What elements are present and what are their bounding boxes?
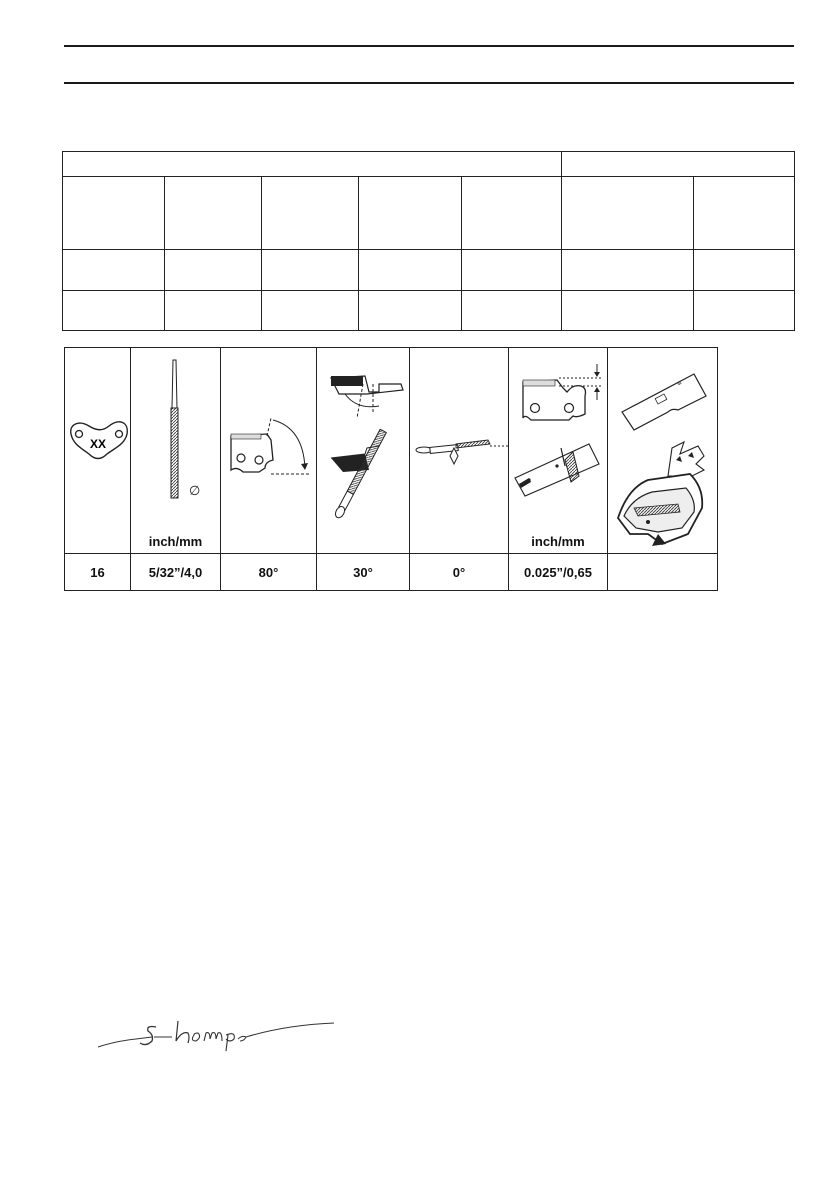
spec-row <box>63 291 795 331</box>
values-row <box>65 554 718 591</box>
value-drive-links: 16 <box>65 554 131 591</box>
spec-cell <box>63 291 165 331</box>
specification-table <box>62 151 795 331</box>
spec-header-row <box>63 152 795 177</box>
value-depth-gauge: 0.025”/0,65 <box>509 554 608 591</box>
drive-link-cell <box>65 348 131 554</box>
spec-column-header <box>63 177 165 250</box>
spec-cell <box>694 291 795 331</box>
spec-cell <box>359 291 462 331</box>
value-top-plate-angle: 80° <box>221 554 317 591</box>
file-unit-label: inch/mm <box>148 534 203 549</box>
spec-cell <box>694 250 795 291</box>
spec-header-cell <box>562 152 795 177</box>
spec-cell <box>165 291 262 331</box>
drive-link-icon <box>65 348 131 553</box>
spec-cell <box>562 291 694 331</box>
spec-column-header <box>694 177 795 250</box>
diameter-symbol: ∅ <box>189 484 201 499</box>
illustration-row <box>65 348 718 554</box>
value-sharpening-angle: 30° <box>317 554 410 591</box>
spec-cell <box>165 250 262 291</box>
spec-cell <box>262 250 359 291</box>
spec-column-header <box>262 177 359 250</box>
filing-gauge-icon <box>608 348 718 553</box>
spec-cell <box>462 291 562 331</box>
header-rule-bottom <box>64 82 794 84</box>
signature <box>96 1017 346 1057</box>
spec-cell <box>262 291 359 331</box>
value-file-diameter: 5/32”/4,0 <box>131 554 221 591</box>
drive-link-mark: XX <box>89 437 107 451</box>
spec-column-header <box>165 177 262 250</box>
sharpening-angle-cell <box>317 348 410 554</box>
svg-text:≡: ≡ <box>675 379 684 388</box>
spec-cell <box>63 250 165 291</box>
top-plate-angle-cell <box>221 348 317 554</box>
depth-gauge-cell <box>509 348 608 554</box>
sharpening-table <box>64 347 718 591</box>
spec-row <box>63 250 795 291</box>
spec-column-header <box>359 177 462 250</box>
header-rule-top <box>64 45 794 47</box>
cutter-angle-icon <box>221 348 317 553</box>
spec-column-header <box>462 177 562 250</box>
spec-column-header-row <box>63 177 795 250</box>
round-file-icon <box>131 348 221 553</box>
file-angle-icon <box>317 348 410 553</box>
file-holder-icon <box>410 348 509 553</box>
spec-column-header <box>562 177 694 250</box>
file-tilt-cell <box>410 348 509 554</box>
spec-cell <box>462 250 562 291</box>
depth-unit-label: inch/mm <box>531 534 585 549</box>
depth-gauge-icon <box>509 348 608 553</box>
spec-header-cell <box>63 152 562 177</box>
spec-cell <box>562 250 694 291</box>
gauge-tools-cell <box>608 348 718 554</box>
file-diameter-cell <box>131 348 221 554</box>
value-gauge-tools <box>608 554 718 591</box>
value-file-tilt: 0° <box>410 554 509 591</box>
spec-cell <box>359 250 462 291</box>
